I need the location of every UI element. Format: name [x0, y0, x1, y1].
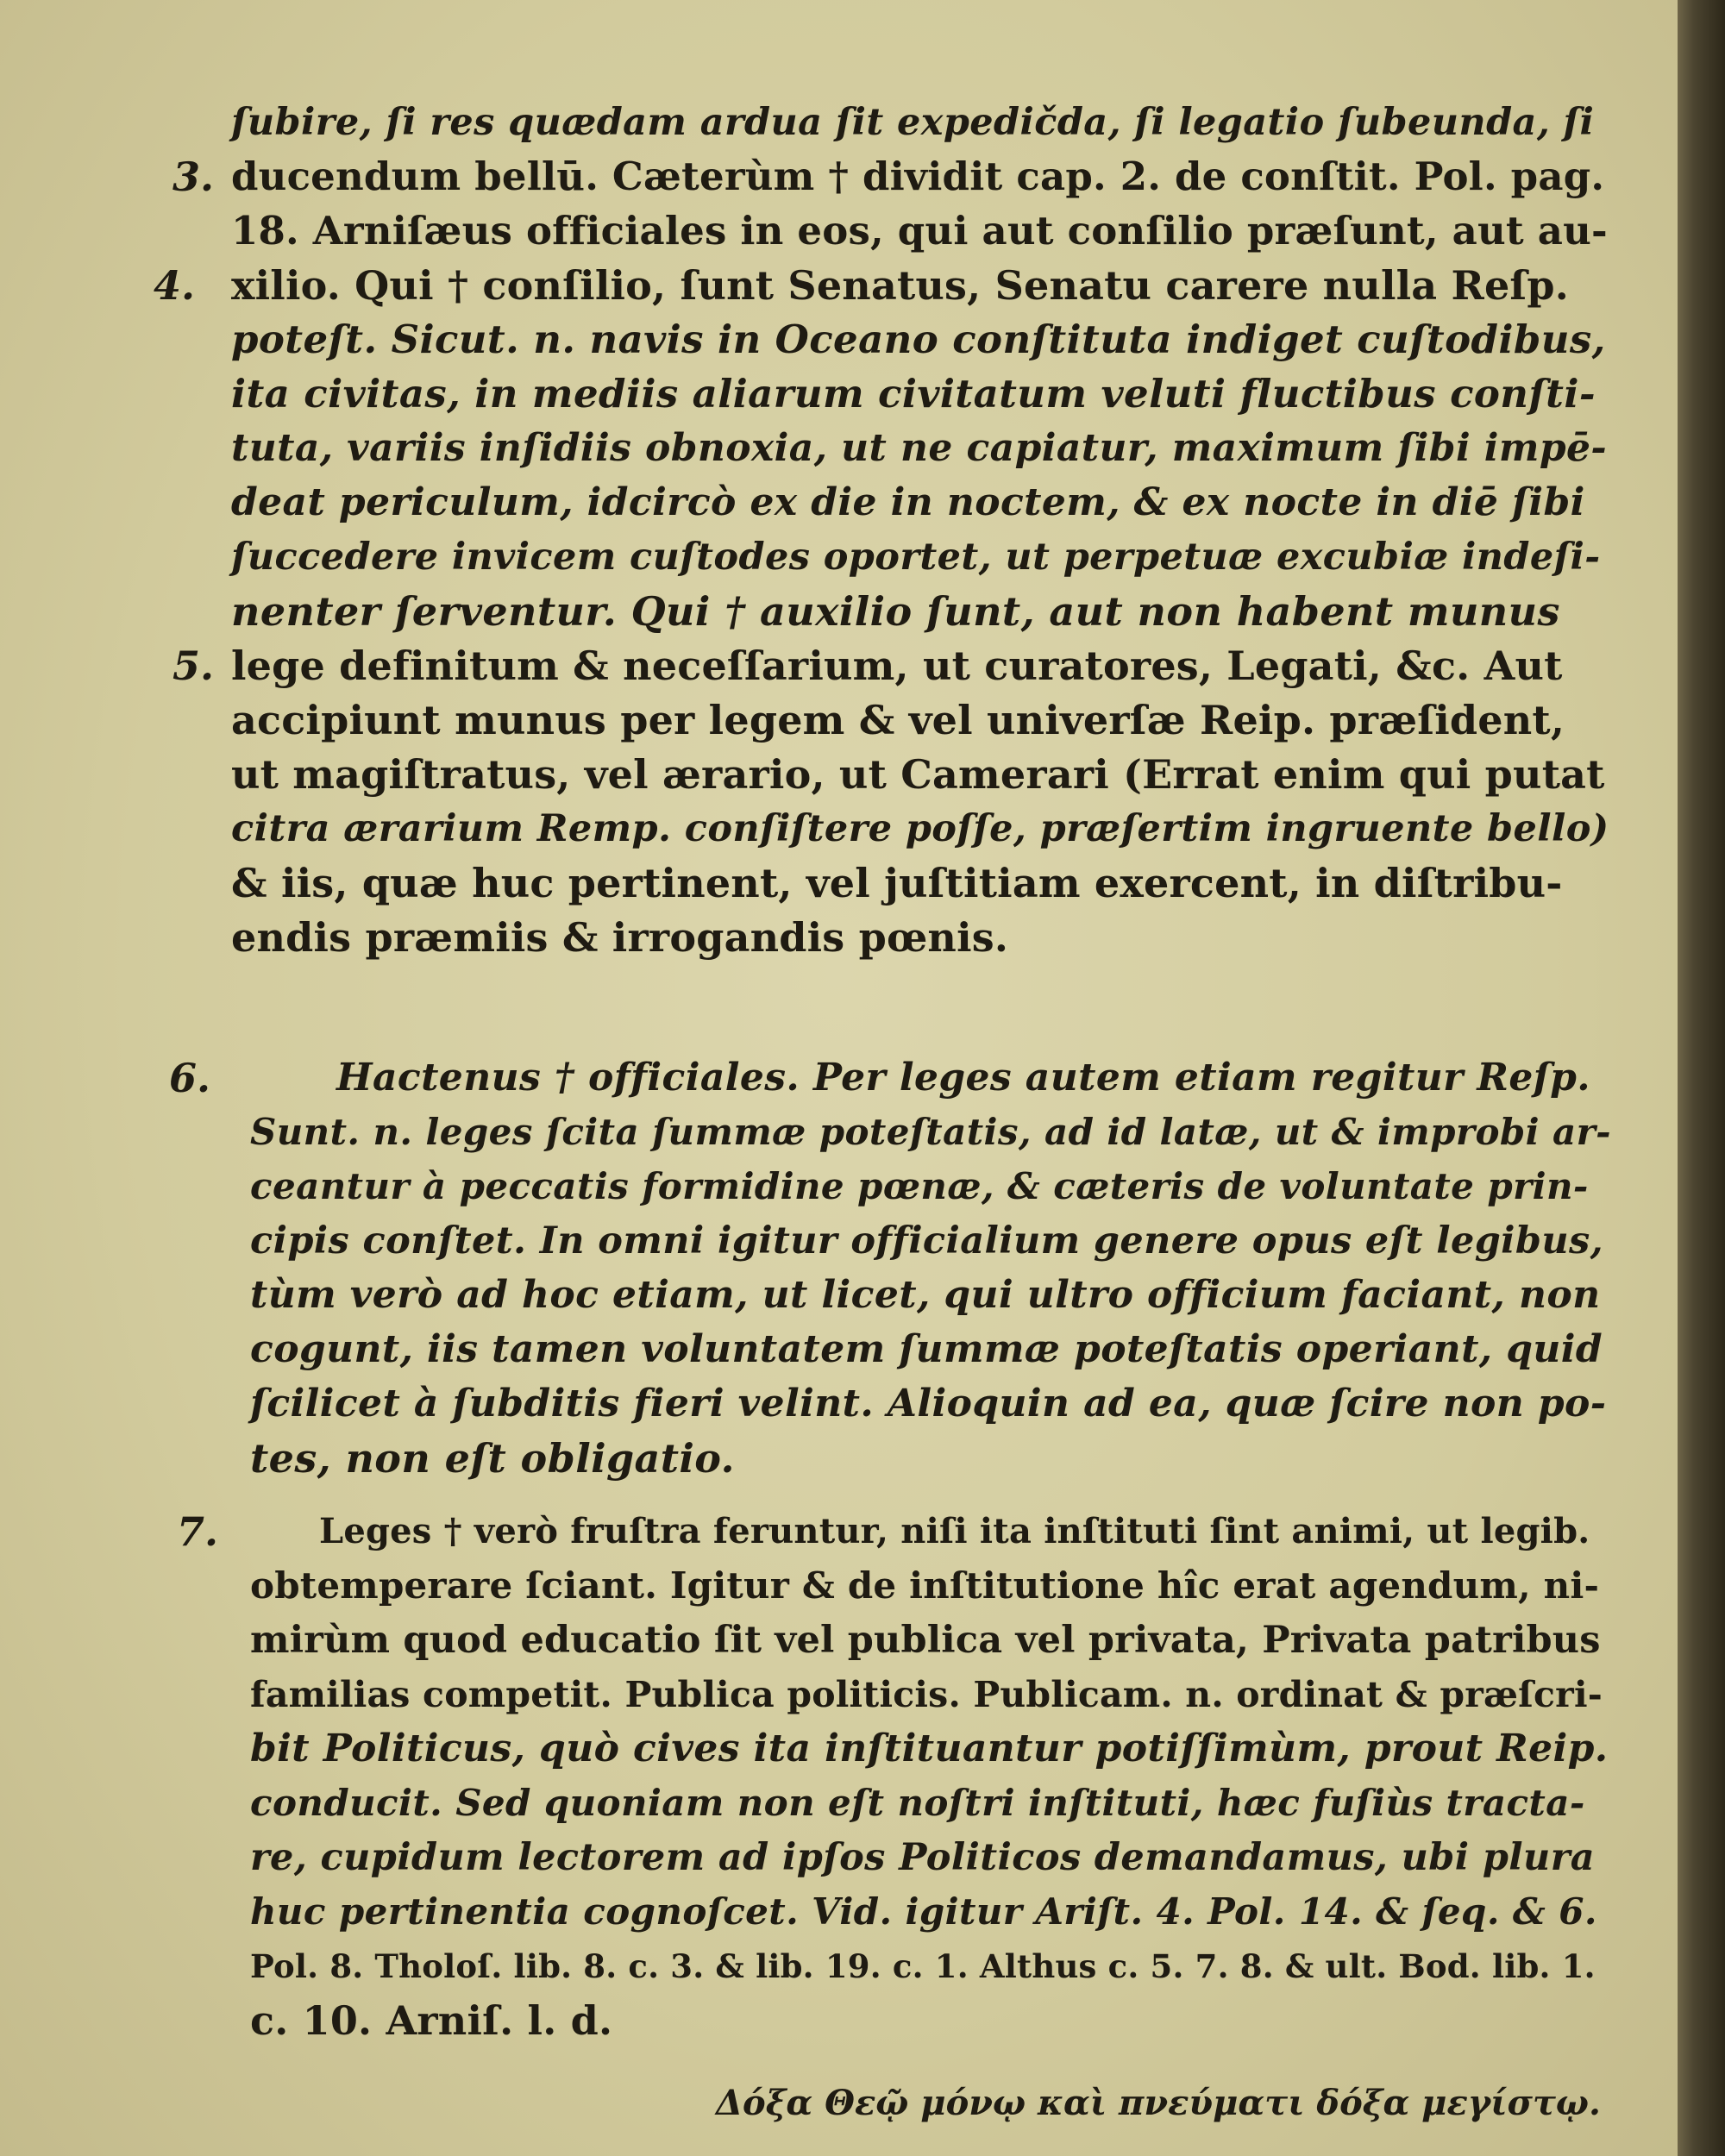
text-line [0, 147, 1725, 208]
line-text: tùm verò ad hoc etiam, ut licet, qui ultro officium faciant, non [250, 1273, 1601, 1317]
line-text: 18. Arniſæus officiales in eos, qui aut conſilio præſunt, aut au- [231, 208, 1608, 254]
text-line [0, 1774, 1725, 1834]
text-line [0, 1375, 1725, 1435]
text-line [0, 256, 1725, 317]
line-text: ſuccedere invicem cuſtodes oportet, ut perpetuæ excubiæ indeſi- [231, 536, 1601, 579]
margin-number: 4. [154, 262, 196, 309]
line-text: deat periculum, idcircò ex die in noctem, & ex nocte in diē ſibi [231, 480, 1585, 524]
text-line [0, 691, 1725, 751]
text-line [0, 1937, 1725, 1997]
margin-number: 6. [169, 1055, 211, 1101]
text-line [0, 419, 1725, 479]
text-line [0, 1320, 1725, 1381]
line-text: citra ærarium Remp. conſiſtere poſſe, præſertim ingruente bello) [231, 807, 1609, 850]
line-text: tuta, variis inſidiis obnoxia, ut ne capiatur, maximum ſibi impē- [231, 426, 1608, 470]
line-text: obtemperare ſciant. Igitur & de inſtitutione hîc erat agendum, ni- [250, 1564, 1600, 1607]
line-text: ita civitas, in mediis aliarum civitatum veluti fluctibus conſti- [231, 371, 1596, 417]
line-text: Sunt. n. leges ſcita ſummæ poteſtatis, ad id latæ, ut & improbi ar- [250, 1111, 1611, 1153]
line-text: c. 10. Arniſ. l. d. [250, 1997, 613, 2044]
line-text: lege definitum & neceſſarium, ut curatores, Legati, &c. Aut [231, 642, 1563, 689]
text-line [0, 528, 1725, 588]
text-line [0, 854, 1725, 914]
line-text: ſcilicet à ſubditis fieri velint. Alioquin ad ea, quæ ſcire non po- [250, 1382, 1607, 1426]
line-text: familias competit. Publica politicis. Publicam. n. ordinat & præſcri- [250, 1674, 1603, 1715]
line-text: accipiunt munus per legem & vel univerſæ Reip. præſident, [231, 697, 1565, 743]
text-line [0, 1157, 1725, 1218]
text-line [0, 636, 1725, 697]
doxology-line [0, 2074, 1725, 2134]
line-text: cipis conſtet. In omni igitur officialium genere opus eſt legibus, [250, 1219, 1604, 1263]
doxology-text: Δόξα Θεῷ μόνῳ καὶ πνεύματι δόξα μεγίστῳ. [716, 2083, 1601, 2123]
line-text: poteſt. Sicut. n. navis in Oceano conſtituta indiget cuſtodibus, [231, 317, 1606, 362]
line-text: ut magiſtratus, vel ærario, ut Camerari (Errat enim qui putat [231, 751, 1605, 798]
line-text: bit Politicus, quò cives ita inſtituantur potiſſimùm, prout Reip. [250, 1727, 1609, 1771]
line-text: Leges † verò fruſtra feruntur, niſi ita inſtituti ſint animi, ut legib. [319, 1511, 1590, 1551]
text-line [0, 908, 1725, 968]
line-text: ſubire, ſi res quædam ardua ſit expedičda, ſi legatio ſubeunda, ſi [231, 101, 1595, 144]
margin-number: 3. [172, 154, 215, 200]
text-line [0, 310, 1725, 371]
line-text: tes, non eſt obligatio. [250, 1435, 735, 1482]
line-text: xilio. Qui † conſilio, ſunt Senatus, Senatu carere nulla Reſp. [231, 262, 1569, 309]
text-line [0, 1883, 1725, 1943]
text-line [0, 745, 1725, 805]
text-line [0, 1991, 1725, 2052]
line-text: cogunt, iis tamen voluntatem ſummæ poteſtatis operiant, quid [250, 1327, 1603, 1371]
text-line [0, 1429, 1725, 1489]
text-line [0, 202, 1725, 262]
line-text: mirùm quod educatio ſit vel publica vel privata, Privata patribus [250, 1619, 1601, 1662]
text-line [0, 1611, 1725, 1671]
line-text: ceantur à peccatis formidine pœnæ, & cæteris de voluntate prin- [250, 1165, 1589, 1207]
text-line [0, 473, 1725, 534]
text-line [0, 1049, 1725, 1109]
text-line [0, 93, 1725, 154]
text-line [0, 365, 1725, 425]
line-text: & iis, quæ huc pertinent, vel juſtitiam exercent, in diſtribu- [231, 860, 1563, 906]
margin-number: 7. [177, 1508, 219, 1555]
line-text: nenter ſerventur. Qui † auxilio ſunt, aut non habent munus [231, 588, 1560, 635]
text-line [0, 1665, 1725, 1726]
text-line [0, 799, 1725, 860]
text-line [0, 1828, 1725, 1889]
text-line [0, 1212, 1725, 1272]
line-text: endis præmiis & irrogandis pœnis. [231, 914, 1009, 961]
line-text: Hactenus † officiales. Per leges autem etiam regitur Reſp. [336, 1056, 1590, 1100]
text-line [0, 582, 1725, 642]
text-line [0, 1103, 1725, 1163]
line-text: ducendum bellū. Cæterùm † dividit cap. 2. de conſtit. Pol. pag. [231, 154, 1605, 199]
margin-number: 5. [172, 642, 215, 689]
text-line [0, 1502, 1725, 1563]
line-text: Pol. 8. Tholoſ. lib. 8. c. 3. & lib. 19. c. 1. Althus c. 5. 7. 8. & ult. Bod. lib. 1. [250, 1947, 1596, 1985]
text-line [0, 1557, 1725, 1617]
text-line [0, 1720, 1725, 1780]
line-text: huc pertinentia cognoſcet. Vid. igitur Ariſt. 4. Pol. 14. & ſeq. & 6. [250, 1890, 1597, 1933]
line-text: re, cupidum lectorem ad ipſos Politicos demandamus, ubi plura [250, 1836, 1596, 1879]
line-text: conducit. Sed quoniam non eſt noſtri inſtituti, hæc fuſiùs tracta- [250, 1782, 1585, 1824]
text-line [0, 1266, 1725, 1326]
